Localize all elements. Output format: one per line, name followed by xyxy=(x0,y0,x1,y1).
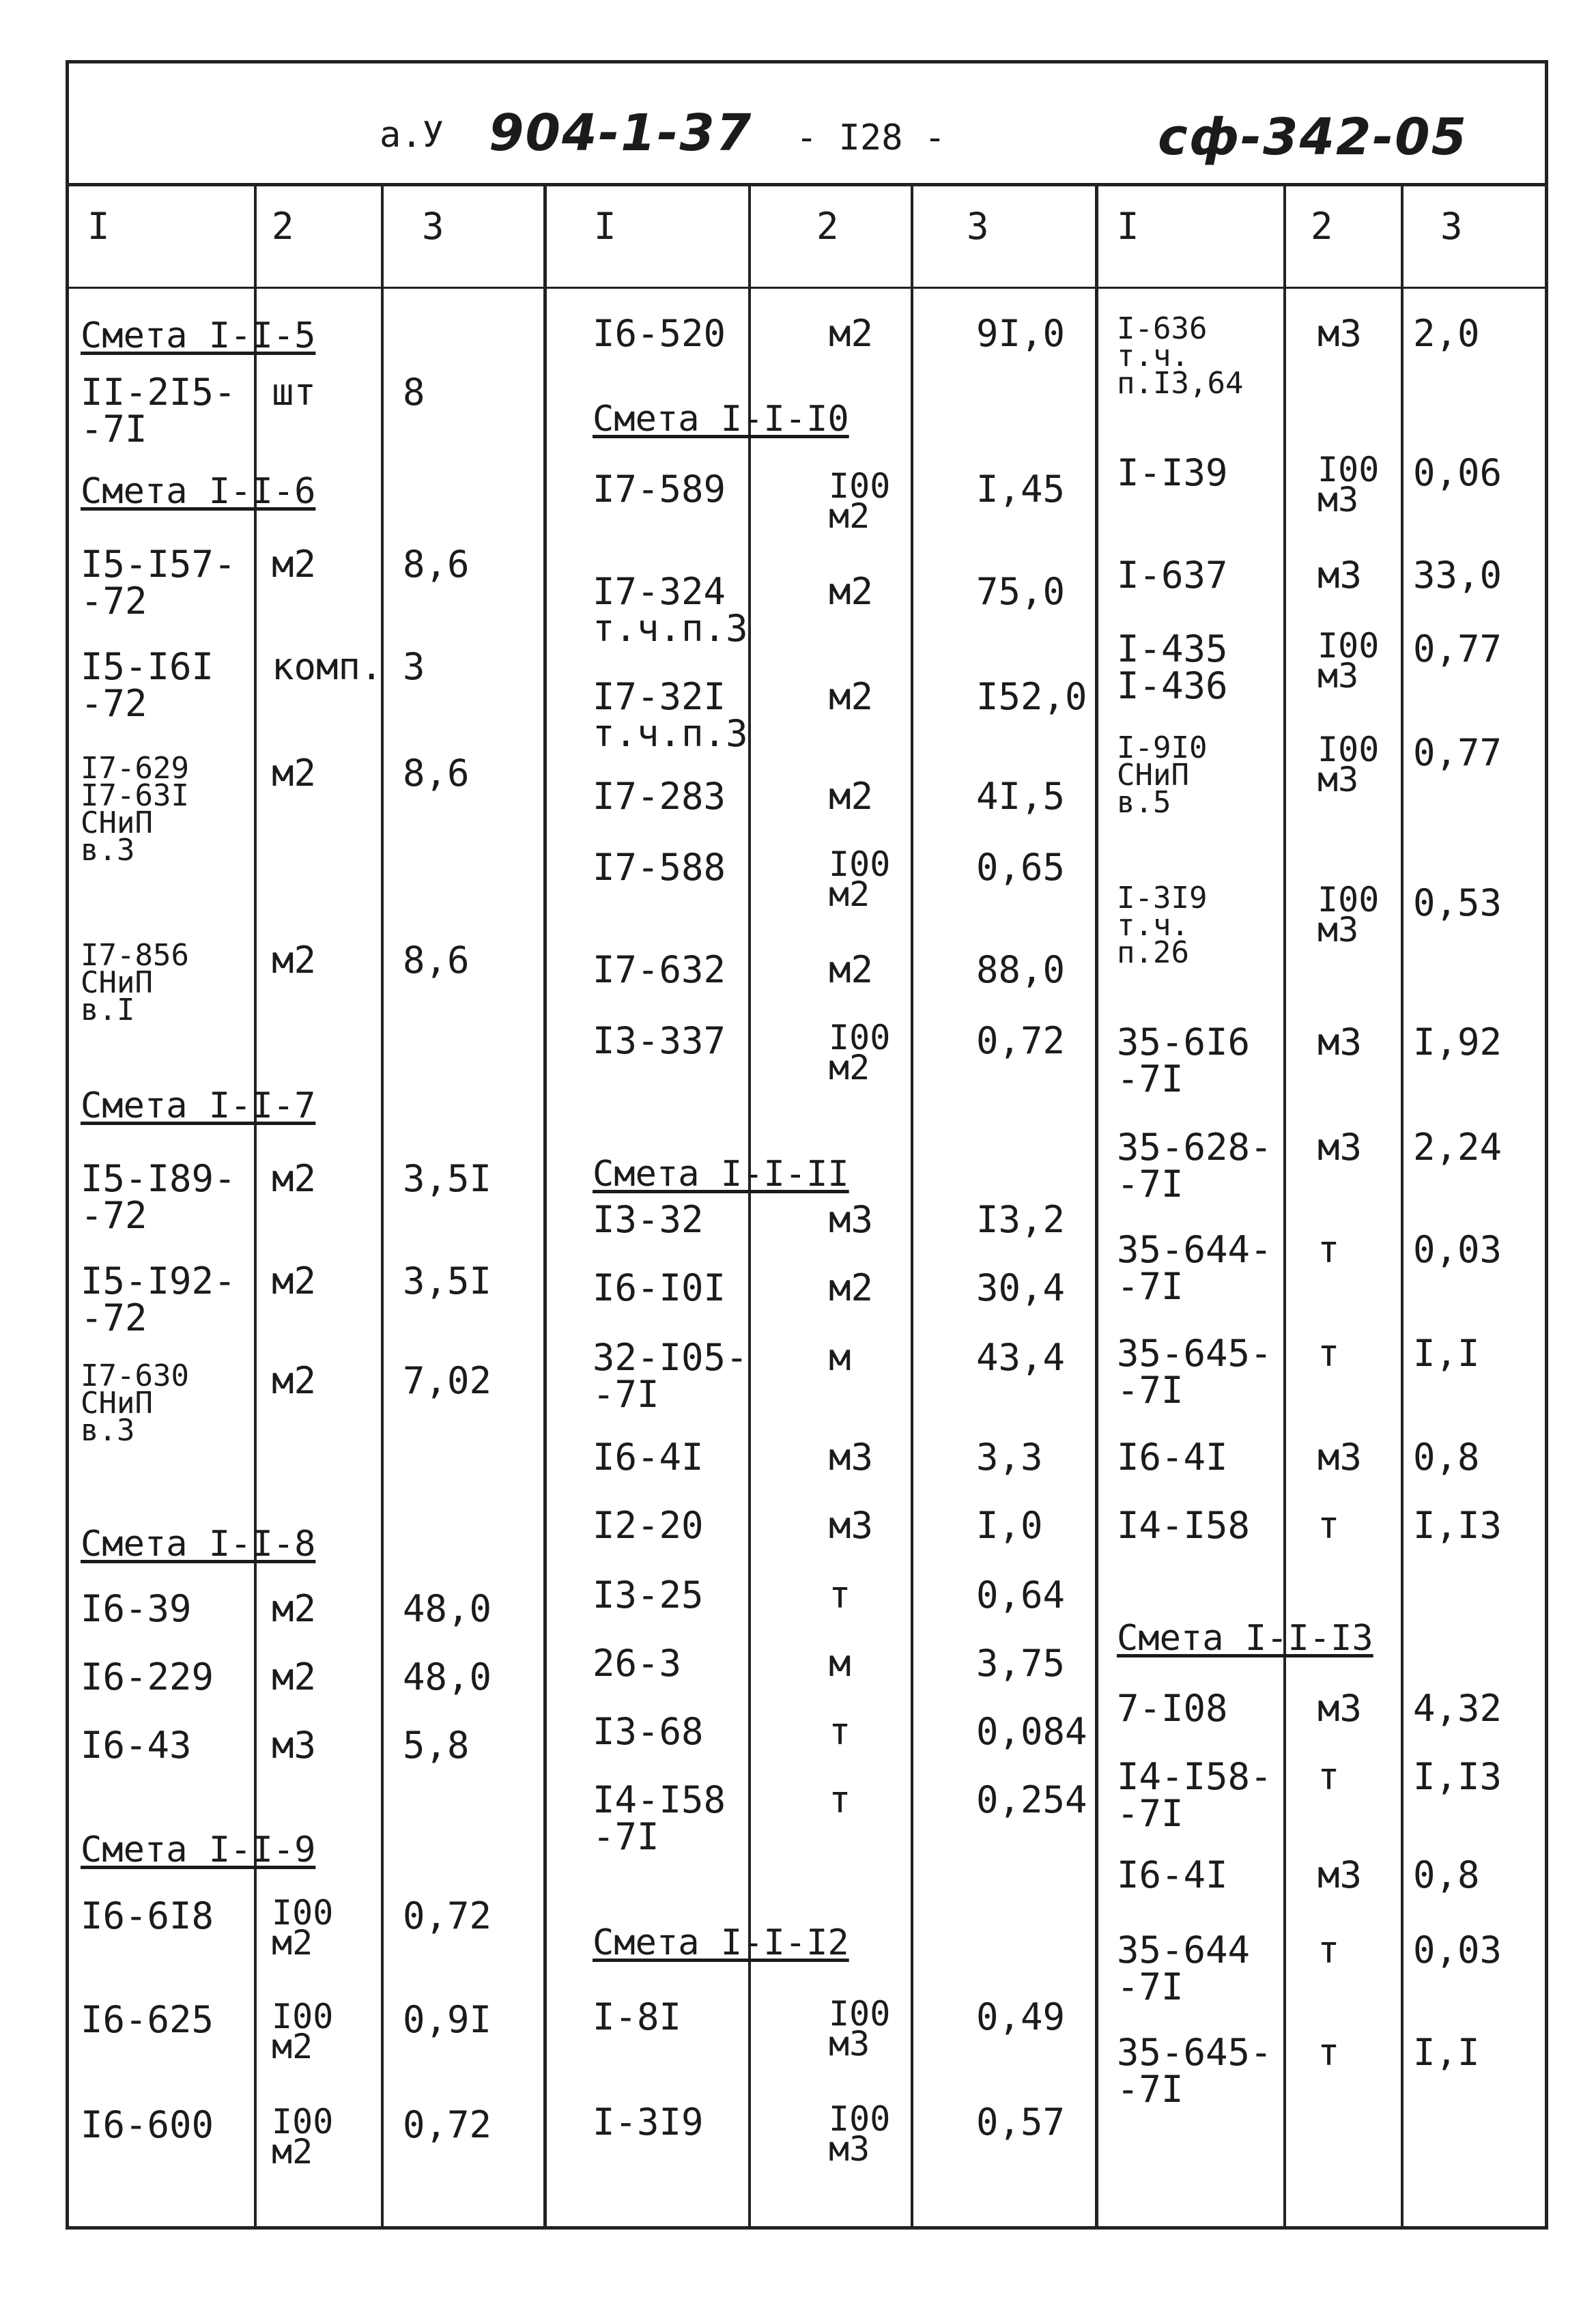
unit: т xyxy=(829,1574,851,1617)
unit: I00 м3 xyxy=(1317,880,1380,950)
rate-code: I7-324 т.ч.п.3 xyxy=(593,570,748,650)
unit: м2 xyxy=(272,1587,317,1630)
unit: I00 м2 xyxy=(272,2102,334,2172)
unit: м2 xyxy=(829,1266,874,1309)
column-header: 3 xyxy=(422,205,444,248)
rate-code: I3-337 xyxy=(593,1019,726,1062)
rate-code: I6-6I8 xyxy=(81,1894,214,1937)
quantity: 3,3 xyxy=(976,1436,1043,1479)
unit: т xyxy=(1317,2031,1340,2074)
column-header: 2 xyxy=(1311,205,1333,248)
quantity: 8,6 xyxy=(403,939,470,982)
quantity: 0,65 xyxy=(976,846,1066,889)
col-line xyxy=(1401,183,1403,2230)
rate-code: I6-4I xyxy=(1117,1853,1228,1896)
quantity: 8 xyxy=(403,371,425,414)
section-title: Смета I-I-5 xyxy=(81,315,316,356)
quantity: 5,8 xyxy=(403,1724,470,1767)
rate-code: I7-632 xyxy=(593,948,726,991)
quantity: I,I xyxy=(1413,2031,1480,2074)
rate-code: I6-520 xyxy=(593,312,726,355)
quantity: 0,77 xyxy=(1413,731,1502,774)
rate-code: I-8I xyxy=(593,1995,682,2038)
rate-code: I-435 I-436 xyxy=(1117,627,1228,707)
unit: м2 xyxy=(829,948,874,991)
sheet-code: сф-342-05 xyxy=(1158,108,1468,167)
section-title: Смета I-I-I0 xyxy=(593,399,849,440)
rate-code: 35-6I6 -7I xyxy=(1117,1021,1251,1100)
quantity: 0,03 xyxy=(1413,1928,1502,1972)
column-header: 2 xyxy=(272,205,294,248)
unit: м3 xyxy=(829,1198,874,1241)
rate-code: I-I39 xyxy=(1117,451,1228,494)
quantity: I,92 xyxy=(1413,1021,1502,1064)
rate-code: I-637 xyxy=(1117,554,1228,597)
quantity: 0,72 xyxy=(976,1019,1066,1062)
section-title: Смета I-I-II xyxy=(593,1154,849,1195)
unit: м2 xyxy=(272,1157,317,1200)
quantity: 48,0 xyxy=(403,1655,492,1698)
rate-code: I7-630 СНиП в.3 xyxy=(81,1358,189,1448)
quantity: I,45 xyxy=(976,468,1066,511)
quantity: 8,6 xyxy=(403,752,470,795)
rate-code: I3-32 xyxy=(593,1198,704,1241)
rate-code: I-9I0 СНиП в.5 xyxy=(1117,730,1208,820)
unit: м2 xyxy=(272,1655,317,1698)
quantity: 2,24 xyxy=(1413,1126,1502,1169)
column-header: 3 xyxy=(1440,205,1463,248)
project-code: 904-1-37 xyxy=(489,104,753,162)
rate-code: I7-589 xyxy=(593,468,726,511)
unit: м3 xyxy=(1317,1687,1363,1730)
quantity: 3,75 xyxy=(976,1642,1066,1685)
rate-code: 35-645- -7I xyxy=(1117,1332,1272,1412)
rate-code: I5-I6I -72 xyxy=(81,645,214,725)
col-line xyxy=(543,183,547,2230)
section-title: Смета I-I-I2 xyxy=(593,1922,849,1963)
unit: м3 xyxy=(829,1436,874,1479)
column-header: I xyxy=(594,205,616,248)
rate-code: I7-588 xyxy=(593,846,726,889)
quantity: 0,9I xyxy=(403,1998,492,2041)
quantity: 0,03 xyxy=(1413,1228,1502,1271)
rate-code: I4-I58- -7I xyxy=(1117,1755,1272,1835)
unit: м3 xyxy=(272,1724,317,1767)
col-line xyxy=(911,183,913,2230)
unit: т xyxy=(1317,1332,1340,1375)
quantity: 0,06 xyxy=(1413,451,1502,494)
rate-code: I5-I89- -72 xyxy=(81,1157,236,1237)
quantity: 0,72 xyxy=(403,1894,492,1937)
quantity: I52,0 xyxy=(976,675,1087,718)
page-header xyxy=(66,60,1548,184)
quantity: 4I,5 xyxy=(976,775,1066,818)
quantity: 0,53 xyxy=(1413,881,1502,924)
rate-code: 35-644- -7I xyxy=(1117,1228,1272,1308)
unit: м3 xyxy=(829,1504,874,1547)
unit: м2 xyxy=(829,312,874,355)
rate-code: I4-I58 -7I xyxy=(593,1778,726,1858)
rate-code: I2-20 xyxy=(593,1504,704,1547)
unit: I00 м3 xyxy=(1317,730,1380,799)
unit: м3 xyxy=(1317,1126,1363,1169)
quantity: 2,0 xyxy=(1413,312,1480,355)
unit: м2 xyxy=(829,675,874,718)
unit: м2 xyxy=(829,570,874,613)
quantity: I,0 xyxy=(976,1504,1043,1547)
unit: I00 м2 xyxy=(272,1997,334,2066)
rate-code: I5-I57- -72 xyxy=(81,543,236,623)
section-title: Смета I-I-I3 xyxy=(1117,1618,1373,1659)
unit: комп. xyxy=(272,645,383,688)
rate-code: I4-I58 xyxy=(1117,1504,1251,1547)
quantity: 0,57 xyxy=(976,2101,1066,2144)
unit: м2 xyxy=(272,543,317,586)
column-header-divider xyxy=(66,287,1548,289)
quantity: 8,6 xyxy=(403,543,470,586)
quantity: 3,5I xyxy=(403,1157,492,1200)
page-number: - I28 - xyxy=(796,117,946,158)
quantity: I,I xyxy=(1413,1332,1480,1375)
quantity: 43,4 xyxy=(976,1336,1066,1379)
quantity: 48,0 xyxy=(403,1587,492,1630)
unit: м3 xyxy=(1317,312,1363,355)
quantity: 0,8 xyxy=(1413,1853,1480,1896)
section-title: Смета I-I-6 xyxy=(81,471,316,512)
rate-code: I3-25 xyxy=(593,1574,704,1617)
quantity: 30,4 xyxy=(976,1266,1066,1309)
quantity: 0,72 xyxy=(403,2103,492,2146)
rate-code: I7-32I т.ч.п.3 xyxy=(593,675,748,755)
unit: м xyxy=(829,1642,851,1685)
rate-code: 35-644 -7I xyxy=(1117,1928,1251,2008)
unit: т xyxy=(829,1778,851,1821)
rate-code: I6-4I xyxy=(593,1436,704,1479)
section-title: Смета I-I-8 xyxy=(81,1524,316,1565)
rate-code: I-3I9 xyxy=(593,2101,704,2144)
col-line xyxy=(1095,183,1098,2230)
rate-code: 26-3 xyxy=(593,1642,682,1685)
unit: т xyxy=(1317,1228,1340,1271)
quantity: 0,77 xyxy=(1413,627,1502,670)
rate-code: I6-4I xyxy=(1117,1436,1228,1479)
unit: м2 xyxy=(272,1259,317,1303)
rate-code: I6-43 xyxy=(81,1724,192,1767)
unit: т xyxy=(1317,1928,1340,1972)
section-title: Смета I-I-7 xyxy=(81,1085,316,1126)
unit: I00 м3 xyxy=(1317,626,1380,696)
rate-code: 7-I08 xyxy=(1117,1687,1228,1730)
unit: м3 xyxy=(1317,1853,1363,1896)
unit: т xyxy=(829,1710,851,1753)
column-header: I xyxy=(87,205,110,248)
rate-code: I6-I0I xyxy=(593,1266,726,1309)
unit: м2 xyxy=(272,752,317,795)
quantity: 3,5I xyxy=(403,1259,492,1303)
rate-code: I7-283 xyxy=(593,775,726,818)
section-title: Смета I-I-9 xyxy=(81,1830,316,1870)
rate-code: I7-856 СНиП в.I xyxy=(81,938,189,1027)
quantity: I3,2 xyxy=(976,1198,1066,1241)
rate-code: I7-629 I7-63I СНиП в.3 xyxy=(81,751,189,868)
unit: м xyxy=(829,1336,851,1379)
rate-code: II-2I5- -7I xyxy=(81,371,236,451)
column-header: I xyxy=(1117,205,1139,248)
quantity: 4,32 xyxy=(1413,1687,1502,1730)
rate-code: I6-39 xyxy=(81,1587,192,1630)
unit: м3 xyxy=(1317,1436,1363,1479)
quantity: 9I,0 xyxy=(976,312,1066,355)
unit: I00 м2 xyxy=(272,1893,334,1963)
quantity: 0,084 xyxy=(976,1710,1087,1753)
quantity: 3 xyxy=(403,645,425,688)
unit: м3 xyxy=(1317,554,1363,597)
rate-code: 35-645- -7I xyxy=(1117,2031,1272,2111)
col-line xyxy=(1283,183,1286,2230)
unit: т xyxy=(1317,1755,1340,1798)
quantity: 0,64 xyxy=(976,1574,1066,1617)
unit: м3 xyxy=(1317,1021,1363,1064)
unit: шт xyxy=(272,371,317,414)
quantity: 88,0 xyxy=(976,948,1066,991)
unit: т xyxy=(1317,1504,1340,1547)
quantity: I,I3 xyxy=(1413,1755,1502,1798)
rate-code: I6-229 xyxy=(81,1655,214,1698)
rate-code: I6-600 xyxy=(81,2103,214,2146)
column-header: 3 xyxy=(967,205,989,248)
quantity: 75,0 xyxy=(976,570,1066,613)
unit: I00 м3 xyxy=(829,2099,891,2169)
unit: м2 xyxy=(272,1359,317,1402)
unit: I00 м3 xyxy=(829,1994,891,2064)
quantity: 7,02 xyxy=(403,1359,492,1402)
rate-code: I-636 т.ч. п.I3,64 xyxy=(1117,311,1244,401)
rate-code: I-3I9 т.ч. п.26 xyxy=(1117,881,1208,970)
rate-code: 35-628- -7I xyxy=(1117,1126,1272,1206)
unit: I00 м2 xyxy=(829,466,891,536)
unit: I00 м2 xyxy=(829,844,891,914)
quantity: 0,49 xyxy=(976,1995,1066,2038)
column-header: 2 xyxy=(816,205,839,248)
rate-code: 32-I05- -7I xyxy=(593,1336,748,1416)
quantity: 33,0 xyxy=(1413,554,1502,597)
unit: I00 м2 xyxy=(829,1018,891,1087)
unit: м2 xyxy=(829,775,874,818)
quantity: I,I3 xyxy=(1413,1504,1502,1547)
unit: I00 м3 xyxy=(1317,450,1380,519)
col-line xyxy=(381,183,384,2230)
unit: м2 xyxy=(272,939,317,982)
rate-code: I6-625 xyxy=(81,1998,214,2041)
quantity: 0,8 xyxy=(1413,1436,1480,1479)
header-left-label: а.У xyxy=(380,115,444,156)
rate-code: I3-68 xyxy=(593,1710,704,1753)
rate-code: I5-I92- -72 xyxy=(81,1259,236,1339)
quantity: 0,254 xyxy=(976,1778,1087,1821)
